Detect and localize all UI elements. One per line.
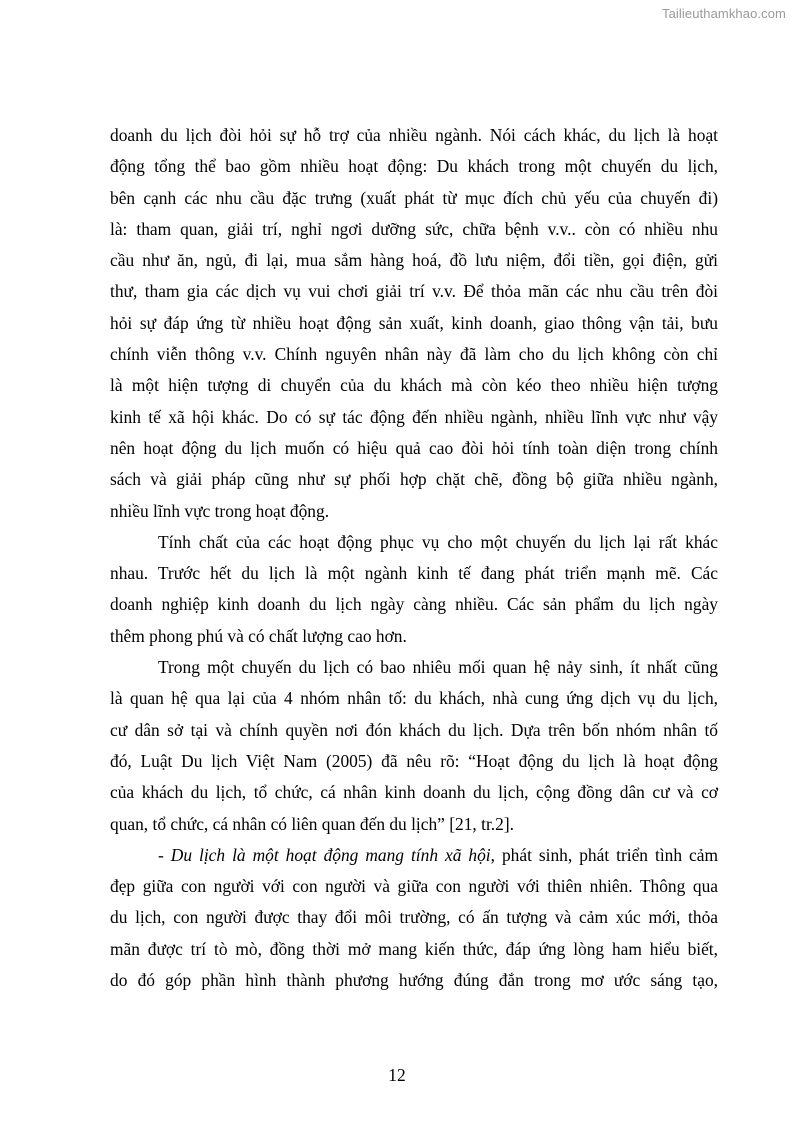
paragraph-line: chính viễn thông v.v. Chính nguyên nhân này đã làm cho du lịch không còn chỉ [110, 344, 718, 365]
paragraph-line: nên hoạt động du lịch muốn có hiệu quả cao đòi hỏi tính toàn diện trong chính [110, 437, 718, 458]
paragraph-line: cầu như ăn, ngủ, đi lại, mua sắm hàng hoá, đồ lưu niệm, đổi tiền, gọi điện, gửi [110, 250, 718, 271]
paragraph-line: thư, tham gia các dịch vụ vui chơi giải trí v.v. Để thỏa mãn các nhu cầu trên đòi [110, 281, 718, 302]
paragraph-4 [110, 840, 718, 996]
paragraph-line: do đó góp phần hình thành phương hướng đúng đắn trong mơ ước sáng tạo, [110, 970, 718, 991]
paragraph-line: là: tham quan, giải trí, nghỉ ngơi dưỡng sức, chữa bệnh v.v.. còn có nhiều nhu [110, 218, 718, 239]
paragraph-line: doanh nghiệp kinh doanh du lịch ngày càng nhiều. Các sản phẩm du lịch ngày [110, 594, 718, 615]
paragraph-line: của khách du lịch, tổ chức, cá nhân kinh doanh du lịch, cộng đồng dân cư và cơ [110, 782, 718, 803]
paragraph-line: bên cạnh các nhu cầu đặc trưng (xuất phát từ mục đích chủ yếu của chuyến đi) [110, 187, 718, 208]
paragraph-line: Trong một chuyến du lịch có bao nhiêu mối quan hệ nảy sinh, ít nhất cũng [158, 657, 718, 678]
paragraph-2 [110, 527, 718, 652]
paragraph-line: quan, tổ chức, cá nhân có liên quan đến du lịch” [21, tr.2]. [110, 813, 514, 834]
paragraph-line: hỏi sự đáp ứng từ nhiều hoạt động sản xuất, kinh doanh, giao thông vận tải, bưu [110, 312, 718, 333]
paragraph-line: nhiều lĩnh vực trong hoạt động. [110, 500, 330, 521]
paragraph-line: đó, Luật Du lịch Việt Nam (2005) đã nêu rõ: “Hoạt động du lịch là hoạt động [110, 750, 718, 771]
paragraph-line: thêm phong phú và có chất lượng cao hơn. [110, 625, 407, 646]
italic-lead-phrase: - Du lịch là một hoạt động mang tính xã hội [158, 844, 491, 865]
paragraph-line: là một hiện tượng di chuyển của du khách mà còn kéo theo nhiều hiện tượng [110, 375, 718, 396]
paragraph-3 [110, 652, 718, 840]
page-number: 12 [388, 1065, 406, 1085]
paragraph-line: nhau. Trước hết du lịch là một ngành kinh tế đang phát triển mạnh mẽ. Các [110, 563, 718, 584]
paragraph-line: kinh tế xã hội khác. Do có sự tác động đến nhiều ngành, nhiều lĩnh vực như vậy [110, 406, 718, 427]
paragraph-line: sách và giải pháp cũng như sự phối hợp chặt chẽ, đồng bộ giữa nhiều ngành, [110, 469, 718, 490]
paragraph-line: Tính chất của các hoạt động phục vụ cho một chuyến du lịch lại rất khác [158, 531, 718, 552]
paragraph-line: là quan hệ qua lại của 4 nhóm nhân tố: du khách, nhà cung ứng dịch vụ du lịch, [110, 688, 718, 709]
paragraph-line: động tổng thể bao gồm nhiều hoạt động: Du khách trong một chuyến du lịch, [110, 156, 718, 177]
paragraph-line: doanh du lịch đòi hỏi sự hỗ trợ của nhiều ngành. Nói cách khác, du lịch là hoạt [110, 125, 718, 145]
paragraph-line: đẹp giữa con người với con người và giữa con người với thiên nhiên. Thông qua [110, 876, 718, 897]
lead-line-rest: , phát sinh, phát triển tình cảm [490, 844, 718, 865]
paragraph-1 [110, 120, 718, 527]
paragraph-line [110, 840, 718, 871]
paragraph-line: du lịch, con người được thay đổi môi trường, có ấn tượng và cảm xúc mới, thỏa [110, 907, 718, 928]
paragraph-line: cư dân sở tại và chính quyền nơi đón khách du lịch. Dựa trên bốn nhóm nhân tố [110, 719, 718, 740]
document-body [110, 120, 718, 996]
watermark-text: Tailieuthamkhao.com [661, 6, 786, 21]
paragraph-line: mãn được trí tò mò, đồng thời mở mang kiến thức, đáp ứng lòng ham hiểu biết, [110, 938, 718, 959]
